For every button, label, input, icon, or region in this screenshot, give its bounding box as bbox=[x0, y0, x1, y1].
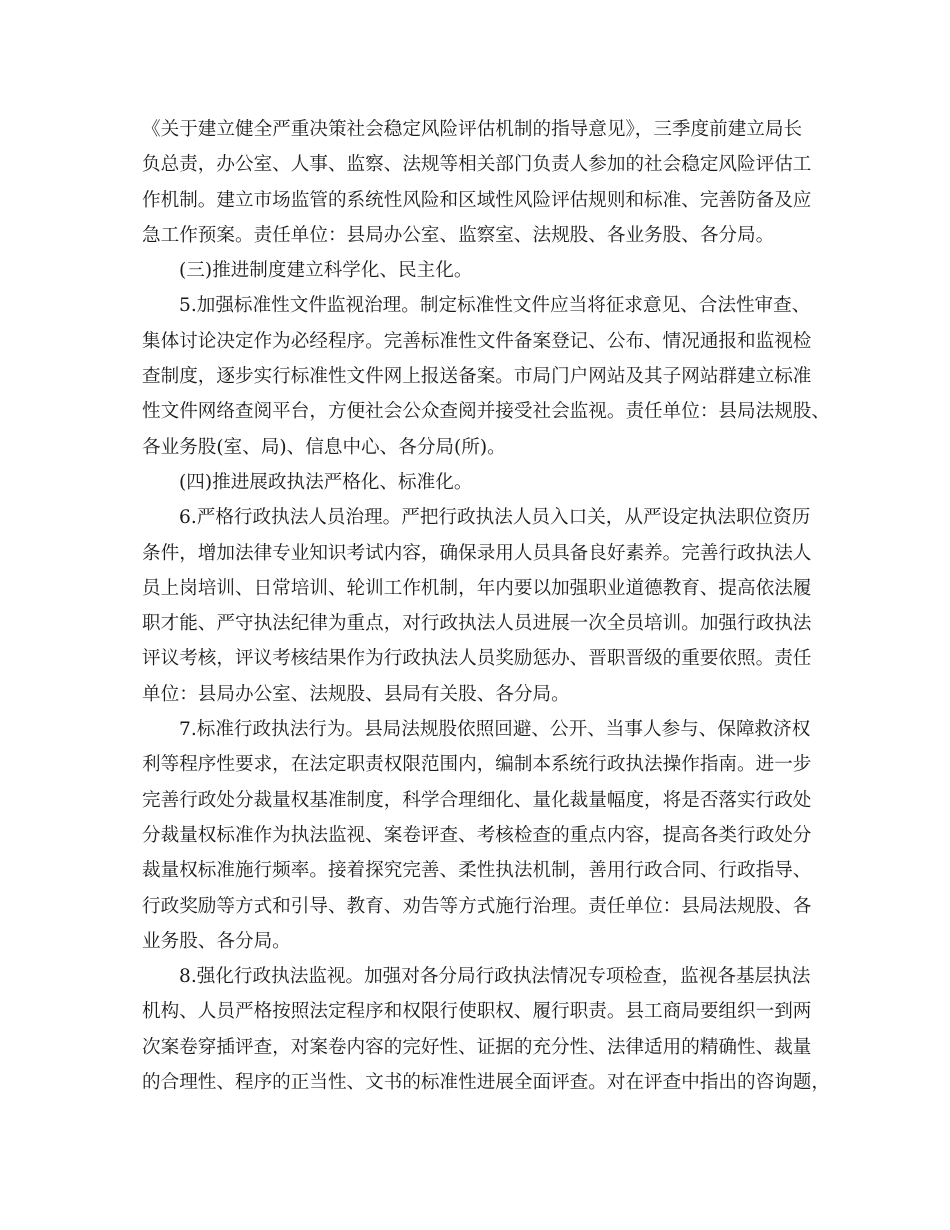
text-line: 《关于建立健全严重决策社会稳定风险评估机制的指导意见》，三季度前建立局长 bbox=[142, 119, 803, 140]
text-line: 机构、人员严格按照法定程序和权限行使职权、履行职责。县工商局要组织一到两 bbox=[142, 1001, 812, 1023]
text-line: 急工作预案。责任单位：县局办公室、监察室、法规股、各业务股、各分局。 bbox=[142, 224, 775, 246]
text-line: 行政奖励等方式和引导、教育、劝告等方式施行治理。责任单位：县局法规股、各 bbox=[142, 895, 812, 917]
text-line: 查制度，逐步实行标准性文件网上报送备案。市局门户网站及其子网站群建立标准 bbox=[142, 366, 812, 388]
text-line: 次案卷穿插评查，对案卷内容的完好性、证据的充分性、法律适用的精确性、裁量 bbox=[142, 1036, 812, 1058]
text-line: 集体讨论决定作为必经程序。完善标准性文件备案登记、公布、情况通报和监视检 bbox=[142, 330, 812, 352]
text-line: 评议考核，评议考核结果作为行政执法人员奖励惩办、晋职晋级的重要依照。责任 bbox=[142, 648, 812, 670]
text-line: 利等程序性要求，在法定职责权限范围内，编制本系统行政执法操作指南。进一步 bbox=[142, 754, 812, 776]
text-line: 裁量权标准施行频率。接着探究完善、柔性执法机制，善用行政合同、行政指导、 bbox=[142, 860, 812, 882]
document-body bbox=[142, 112, 830, 1100]
text-line: 5.加强标准性文件监视治理。制定标准性文件应当将征求意见、合法性审查、 bbox=[179, 295, 811, 317]
text-line: 各业务股(室、局)、信息中心、各分局(所)。 bbox=[142, 436, 506, 458]
text-line: 负总责，办公室、人事、监察、法规等相关部门负责人参加的社会稳定风险评估工 bbox=[142, 154, 812, 176]
text-line: (三)推进制度建立科学化、民主化。 bbox=[179, 260, 473, 282]
text-line: 性文件网络查阅平台，方便社会公众查阅并接受社会监视。责任单位：县局法规股、 bbox=[142, 401, 830, 423]
text-line: 单位：县局办公室、法规股、县局有关股、各分局。 bbox=[142, 683, 570, 705]
text-line: 作机制。建立市场监管的系统性风险和区域性风险评估规则和标准、完善防备及应 bbox=[142, 189, 812, 211]
text-line: 完善行政处分裁量权基准制度，科学合理细化、量化裁量幅度，将是否落实行政处 bbox=[142, 789, 812, 811]
text-line: 条件，增加法律专业知识考试内容，确保录用人员具备良好素养。完善行政执法人 bbox=[142, 542, 812, 564]
text-line: 职才能、严守执法纪律为重点，对行政执法人员进展一次全员培训。加强行政执法 bbox=[142, 613, 812, 635]
text-line: 业务股、各分局。 bbox=[142, 930, 291, 952]
text-line: 分裁量权标准作为执法监视、案卷评查、考核检查的重点内容，提高各类行政处分 bbox=[142, 824, 812, 846]
text-line: 8.强化行政执法监视。加强对各分局行政执法情况专项检查，监视各基层执法 bbox=[179, 966, 811, 988]
text-line: 的合理性、程序的正当性、文书的标准性进展全面评查。对在评查中指出的咨询题， bbox=[142, 1072, 830, 1094]
text-line: (四)推进展政执法严格化、标准化。 bbox=[179, 471, 473, 493]
text-line: 7.标准行政执法行为。县局法规股依照回避、公开、当事人参与、保障救济权 bbox=[179, 719, 811, 741]
text-line: 6.严格行政执法人员治理。严把行政执法人员入口关，从严设定执法职位资历 bbox=[179, 507, 811, 529]
text-line: 员上岗培训、日常培训、轮训工作机制，年内要以加强职业道德教育、提高依法履 bbox=[142, 577, 812, 599]
